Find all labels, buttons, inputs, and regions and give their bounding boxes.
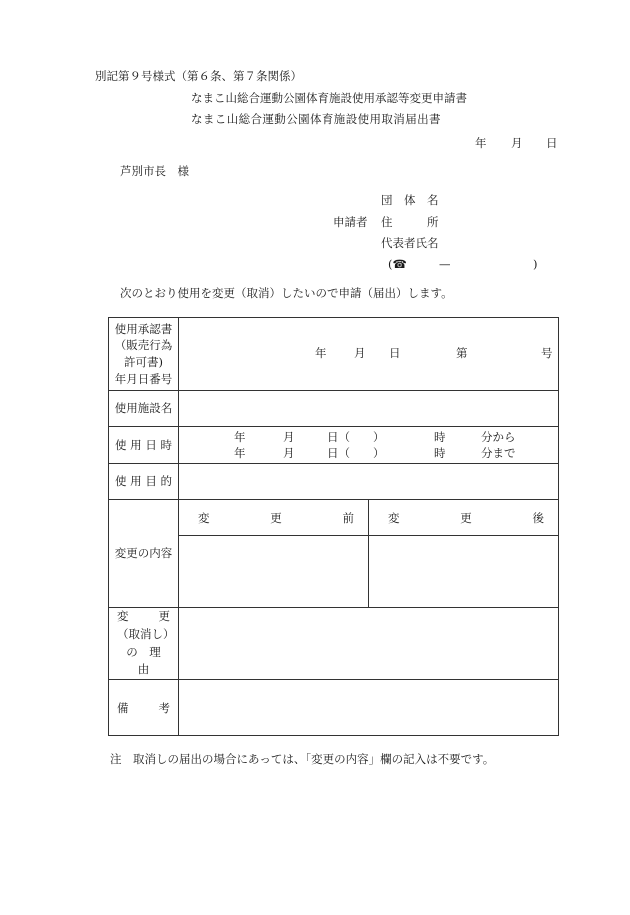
after-change-field[interactable] [369, 536, 559, 608]
facility-label: 使用施設名 [109, 391, 179, 427]
row-permit-number [109, 318, 559, 391]
purpose-label: 使 用 目 的 [109, 464, 179, 500]
before-change-field[interactable] [179, 536, 369, 608]
remarks-field[interactable] [179, 680, 559, 736]
row-purpose [109, 464, 559, 500]
title-change: なまこ山総合運動公園体育施設使用承認等変更申請書 [191, 91, 467, 105]
before-change-header: 変 更 前 [179, 500, 369, 536]
phone-close: ) [533, 257, 538, 271]
facility-field[interactable] [179, 391, 559, 427]
phone-open: (☎ [388, 257, 407, 271]
date-year: 年 [475, 136, 487, 150]
row-remarks [109, 680, 559, 736]
purpose-field[interactable] [179, 464, 559, 500]
row-facility [109, 391, 559, 427]
row-datetime [109, 427, 559, 464]
addressee: 芦別市長 様 [120, 164, 189, 178]
footnote: 注 取消しの届出の場合にあっては、「変更の内容」欄の記入は不要です。 [110, 752, 495, 766]
title-cancel: なまこ山総合運動公園体育施設使用取消届出書 [191, 112, 441, 126]
reason-field[interactable] [179, 608, 559, 680]
applicant-label: 申請者 [333, 215, 368, 229]
application-table [108, 317, 559, 736]
row-change-header [109, 500, 559, 536]
reason-label: 変 更 （取消し） の 理 由 [109, 608, 179, 680]
permit-number-field[interactable]: 年 月 日 第 号 [179, 318, 559, 391]
datetime-field[interactable]: 年 月 日（ ） 時 分から 年 月 日（ ） 時 分まで [179, 427, 559, 464]
address-label: 住 所 [381, 215, 439, 229]
representative-label: 代表者氏名 [381, 236, 439, 250]
row-reason [109, 608, 559, 680]
datetime-label: 使 用 日 時 [109, 427, 179, 464]
permit-number-label: 使用承認書 （販売行為 許可書) 年月日番号 [109, 318, 179, 391]
remarks-label: 備 考 [109, 680, 179, 736]
intro-text: 次のとおり使用を変更（取消）したいので申請（届出）します。 [120, 286, 453, 300]
date-month: 月 [511, 136, 523, 150]
form-number: 別記第９号様式（第６条、第７条関係） [95, 69, 302, 83]
phone-dash: — [439, 257, 451, 271]
org-name-label: 団 体 名 [381, 193, 439, 207]
after-change-header: 変 更 後 [369, 500, 559, 536]
change-content-label: 変更の内容 [109, 500, 179, 608]
date-day: 日 [546, 136, 558, 150]
